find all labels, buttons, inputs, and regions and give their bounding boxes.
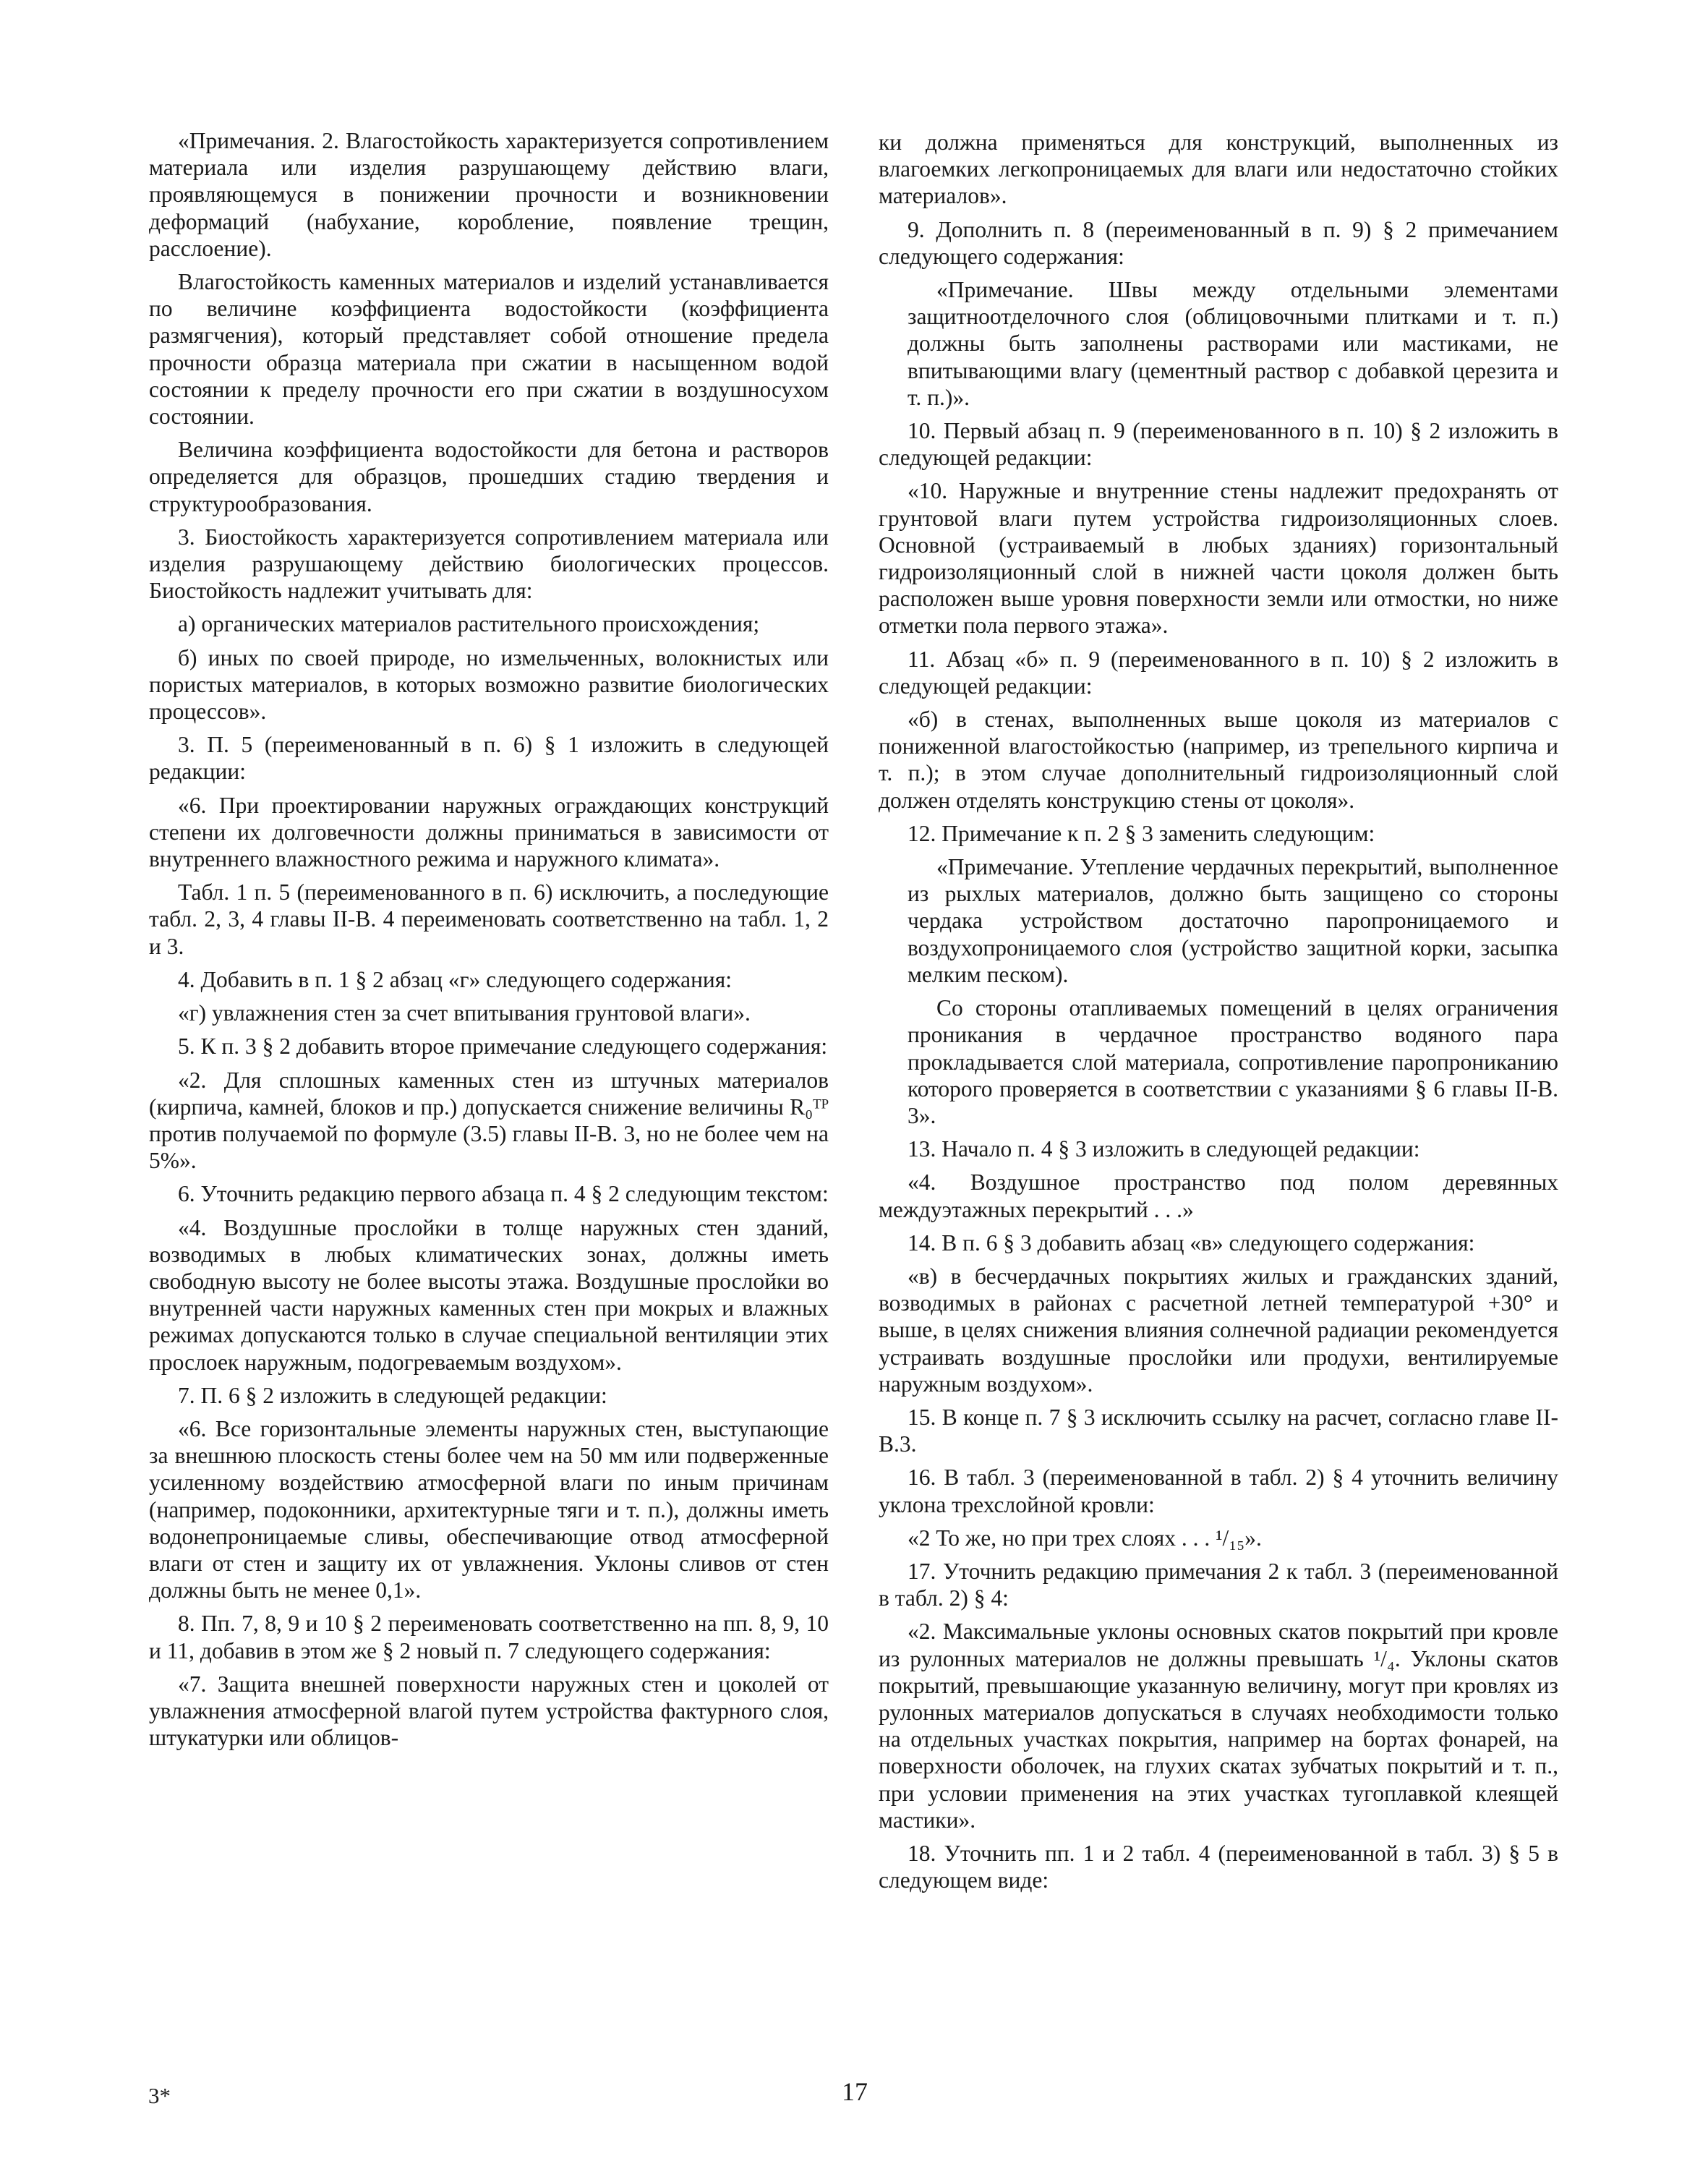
paragraph: 11. Абзац «б» п. 9 (переименованного в п. 10) § 2 изложить в следующей редакции: [879,646,1558,699]
paragraph: «2 То же, но при трех слоях . . . ¹/₁₅». [908,1525,1262,1551]
right-column [879,129,1558,1900]
paragraph: «б) в стенах, выполненных выше цоколя из материалов с пониженной влагостойкостью (например, из трепельного кирпича и т. п.); в этом случае дополнительный гидроизоляционный слой должен отделять конструкцию стены от цоколя». [879,707,1558,813]
paragraph: «Примечания. 2. Влагостойкость характеризуется сопротивлением материала или изделия разрушающему действию влаги, проявляющемуся в понижении прочности и возникновении деформаций (набухание, коробление, появление трещин, расслоение). [149,128,829,261]
paragraph: 9. Дополнить п. 8 (переименованный в п. 9) § 2 примечанием следующего содержания: [879,216,1558,269]
paragraph: а) органических материалов растительного происхождения; [178,611,760,637]
left-column [149,127,829,1757]
paragraph: «Примечание. Швы между отдельными элементами защитноотделочного слоя (облицовочными плитками и т. п.) должны быть заполнены растворами или мастиками, не впитывающими влагу (цементный раствор с добавкой церезита и т. п.)». [908,277,1558,410]
paragraph: «в) в бесчердачных покрытиях жилых и гражданских зданий, возводимых в районах с расчетной летней температурой +30° и выше, в целях снижения влияния солнечной радиации рекомендуется устраивать воздушные прослойки или продухи, вентилируемые наружным воздухом». [879,1263,1558,1397]
paragraph: Величина коэффициента водостойкости для бетона и растворов определяется для образцов, прошедших стадию твердения и структурообразования. [149,437,829,516]
paragraph: «4. Воздушное пространство под полом деревянных междуэтажных перекрытий . . .» [879,1169,1558,1222]
paragraph: «4. Воздушные прослойки в толще наружных стен зданий, возводимых в любых климатических зонах, должны иметь свободную высоту не более высоты этажа. Воздушные прослойки во внутренней части наружных каменных стен при мокрых и влажных режимах допускаются только в случае специальной вентиляции этих прослоек наружным, подогреваемым воздухом». [149,1214,829,1375]
paragraph: Влагостойкость каменных материалов и изделий устанавливается по величине коэффициента водостойкости (коэффициента размягчения), который представляет собой отношение предела прочности образца материала при сжатии в насыщенном водой состоянии к пределу прочности его при сжатии в воздушносухом состоянии. [149,269,829,430]
paragraph: 13. Начало п. 4 § 3 изложить в следующей редакции: [908,1136,1420,1162]
paragraph: «10. Наружные и внутренние стены надлежит предохранять от грунтовой влаги путем устройства гидроизоляционных слоев. Основной (устраиваемый в любых зданиях) горизонтальный гидроизоляционный слой в нижней части цоколя должен быть расположен выше уровня поверхности земли или отмостки, но ниже отметки пола первого этажа». [879,478,1558,639]
paragraph: 15. В конце п. 7 § 3 исключить ссылку на расчет, согласно главе II-В.3. [879,1404,1558,1457]
page-number: 17 [842,2077,868,2106]
paragraph: 7. П. 6 § 2 изложить в следующей редакции: [178,1382,607,1408]
paragraph: 4. Добавить в п. 1 § 2 абзац «г» следующего содержания: [178,966,733,992]
paragraph: 10. Первый абзац п. 9 (переименованного в п. 10) § 2 изложить в следующей редакции: [879,418,1558,471]
paragraph: 6. Уточнить редакцию первого абзаца п. 4 § 2 следующим текстом: [178,1181,829,1207]
paragraph: 8. Пп. 7, 8, 9 и 10 § 2 переименовать соответственно на пп. 8, 9, 10 и 11, добавив в этом же § 2 новый п. 7 следующего содержания: [149,1611,829,1663]
paragraph: ки должна применяться для конструкций, выполненных из влагоемких легкопроницаемых для влаги или недостаточно стойких материалов». [879,129,1558,209]
paragraph: 3. Биостойкость характеризуется сопротивлением материала или изделия разрушающему действию биологических процессов. Биостойкость надлежит учитывать для: [149,524,829,604]
paragraph: 5. К п. 3 § 2 добавить второе примечание следующего содержания: [178,1034,828,1060]
paragraph: «г) увлажнения стен за счет впитывания грунтовой влаги». [178,1000,751,1026]
paragraph: 14. В п. 6 § 3 добавить абзац «в» следующего содержания: [908,1229,1475,1256]
paragraph: «6. При проектировании наружных ограждающих конструкций степени их долговечности должны приниматься в зависимости от внутреннего влажностного режима и наружного климата». [149,792,829,872]
paragraph: Табл. 1 п. 5 (переименованного в п. 6) исключить, а последующие табл. 2, 3, 4 главы II-В. 4 переименовать соответственно на табл. 1, 2 и 3. [149,879,829,959]
paragraph: 18. Уточнить пп. 1 и 2 табл. 4 (переименованной в табл. 3) § 5 в следующем виде: [879,1840,1558,1893]
paragraph: 3. П. 5 (переименованный в п. 6) § 1 изложить в следующей редакции: [149,732,829,785]
paragraph: «7. Защита внешней поверхности наружных стен и цоколей от увлажнения атмосферной влагой путем устройства фактурного слоя, штукатурки или облицов- [149,1671,829,1751]
paragraph: б) иных по своей природе, но измельченных, волокнистых или пористых материалов, в которых возможно развитие биологических процессов». [149,644,829,725]
paragraph: «Примечание. Утепление чердачных перекрытий, выполненное из рыхлых материалов, должно быть защищено со стороны чердака устройством достаточно паропроницаемого и воздухопроницаемого слоя (устройство защитной корки, засыпка мелким песком). [908,854,1558,987]
paragraph: 12. Примечание к п. 2 § 3 заменить следующим: [908,820,1375,846]
paragraph: 17. Уточнить редакцию примечания 2 к табл. 3 (переименованной в табл. 2) § 4: [879,1558,1558,1611]
paragraph: «2. Максимальные уклоны основных скатов покрытий при кровле из рулонных материалов не должны превышать ¹/₄. Уклоны скатов покрытий, превышающие указанную величину, могут при кровлях из рулонных материалов допускаться в случаях необходимости только на отдельных участках покрытия, например на бортах фонарей, на поверхности оболочек, на глухих скатах зубчатых покрытий и т. п., при условии применения на этих участках тугоплавкой клеящей мастики». [879,1619,1558,1833]
paragraph: Со стороны отапливаемых помещений в целях ограничения проникания в чердачное пространство водяного пара прокладывается слой материала, сопротивление паропрониканию которого проверяется в соответствии с указаниями § 6 главы II-В. 3». [908,995,1558,1128]
paragraph: «6. Все горизонтальные элементы наружных стен, выступающие за внешнюю плоскость стены более чем на 50 мм или подверженные усиленному воздействию атмосферной влаги по иным причинам (например, подоконники, архитектурные тяги и т. п.), должны иметь водонепроницаемые сливы, обеспечивающие отвод атмосферной влаги от стен и защиту их от увлажнения. Уклоны сливов от стен должны быть не менее 0,1». [149,1415,829,1603]
paragraph: «2. Для сплошных каменных стен из штучных материалов (кирпича, камней, блоков и пр.) допускается снижение величины R₀ᵀᴾ против получаемой по формуле (3.5) главы II-В. 3, но не более чем на 5%». [149,1067,829,1174]
paragraph: 16. В табл. 3 (переименованной в табл. 2) § 4 уточнить величину уклона трехслойной кровли: [879,1465,1558,1517]
signature-mark: 3* [148,2083,171,2108]
